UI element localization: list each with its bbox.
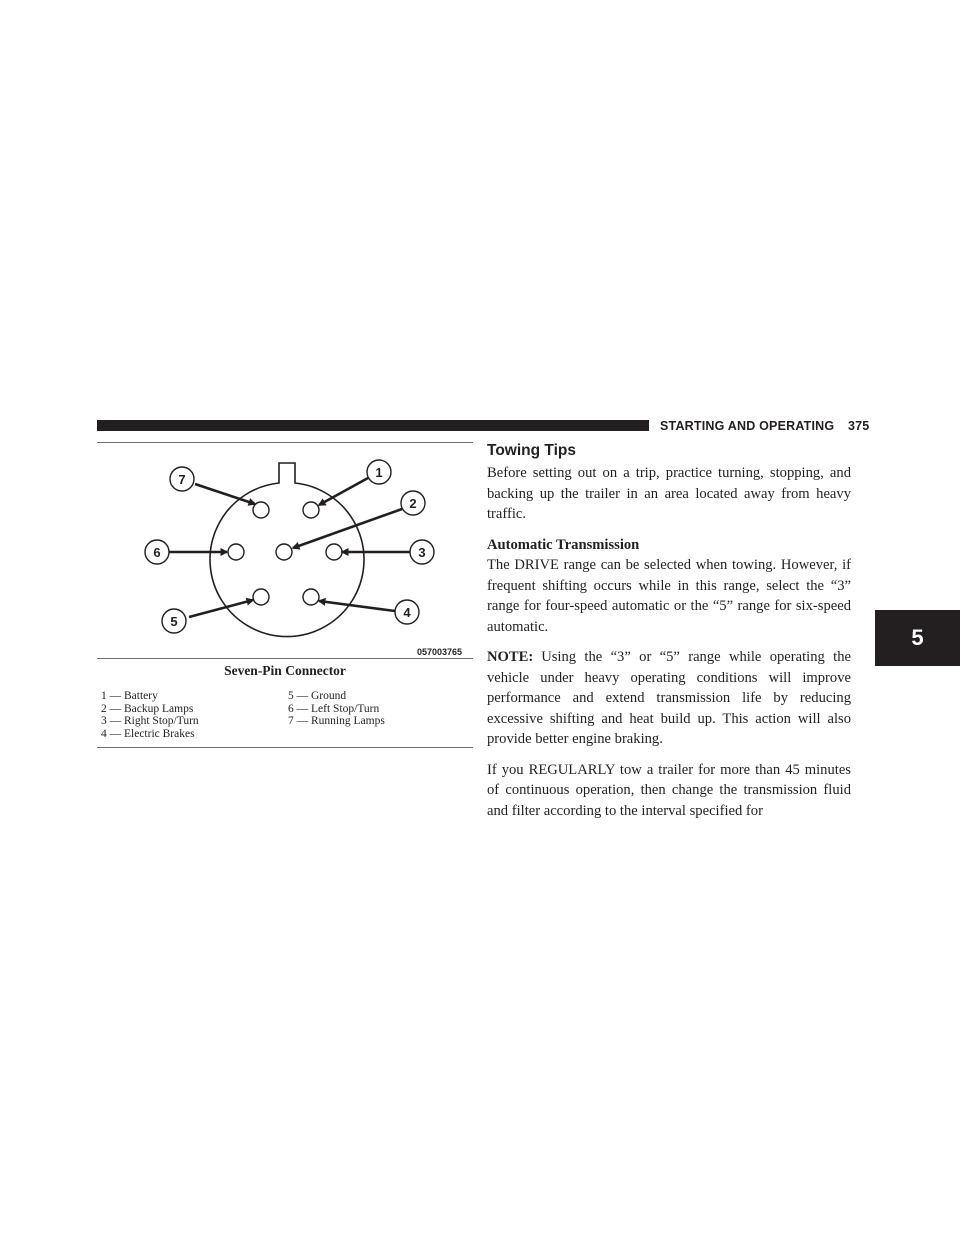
note-label: NOTE: xyxy=(487,649,534,665)
figure-caption: Seven-Pin Connector xyxy=(224,663,346,678)
legend-column-right xyxy=(288,690,473,740)
legend-column-left xyxy=(101,690,288,740)
section-heading: Towing Tips xyxy=(487,442,576,459)
pin-hole-5 xyxy=(253,589,269,605)
seven-pin-connector-figure xyxy=(97,442,473,748)
running-head xyxy=(660,419,869,433)
body-text-column xyxy=(487,441,851,821)
figure-top-rule xyxy=(97,442,473,443)
header-rule-bar xyxy=(97,420,649,431)
callout-label-2: 2 xyxy=(409,496,417,511)
pin-hole-2 xyxy=(276,544,292,560)
callout-label-7: 7 xyxy=(178,472,186,487)
legend-item: 1 — Battery xyxy=(101,690,158,702)
callout-label-6: 6 xyxy=(153,545,161,560)
page-number: 375 xyxy=(848,419,870,433)
connector-housing xyxy=(210,463,364,637)
legend-item: 2 — Backup Lamps xyxy=(101,702,194,715)
pin-hole-4 xyxy=(303,589,319,605)
arrow-5 xyxy=(189,600,253,617)
arrow-1 xyxy=(319,478,368,505)
legend-item: 5 — Ground xyxy=(288,690,347,702)
chapter-tab: 5 xyxy=(875,610,960,666)
callout-label-5: 5 xyxy=(170,614,178,629)
figure-code: 057003765 xyxy=(417,647,463,657)
subsection-heading: Automatic Transmission xyxy=(487,536,640,553)
figure-caption-rule xyxy=(97,658,473,659)
figure-bottom-rule xyxy=(97,747,473,748)
legend-item: 3 — Right Stop/Turn xyxy=(101,715,199,727)
note-paragraph xyxy=(487,647,851,750)
section-title: STARTING AND OPERATING xyxy=(660,419,835,433)
legend-item: 7 — Running Lamps xyxy=(288,715,385,727)
automatic-transmission-paragraph: The DRIVE range can be selected when towing. However, if frequent shifting occurs while in this range, select the “3” range for four-speed automatic or the “5” range for six-speed automatic. xyxy=(487,557,851,635)
regular-towing-paragraph: If you REGULARLY tow a trailer for more than 45 minutes of continuous operation, then change the transmission fluid and filter according to the interval specified for xyxy=(487,761,851,819)
pin-hole-3 xyxy=(326,544,342,560)
seven-pin-connector-diagram xyxy=(97,444,473,658)
arrow-4 xyxy=(319,601,395,611)
pin-hole-6 xyxy=(228,544,244,560)
note-text: Using the “3” or “5” range while operating the vehicle under heavy operating conditions will improve performance and extend transmission life by reducing excessive shifting and heat build up. This action will also provide better engine braking. xyxy=(487,649,851,747)
callout-label-3: 3 xyxy=(418,545,426,560)
pin-hole-7 xyxy=(253,502,269,518)
pin-hole-1 xyxy=(303,502,319,518)
callout-label-4: 4 xyxy=(403,605,411,620)
legend-item: 6 — Left Stop/Turn xyxy=(288,702,380,715)
intro-paragraph: Before setting out on a trip, practice turning, stopping, and backing up the trailer in an area located away from heavy traffic. xyxy=(487,465,851,522)
callout-label-1: 1 xyxy=(375,465,383,480)
pin-legend xyxy=(101,690,473,740)
arrow-2 xyxy=(293,509,402,548)
legend-item: 4 — Electric Brakes xyxy=(101,727,195,740)
